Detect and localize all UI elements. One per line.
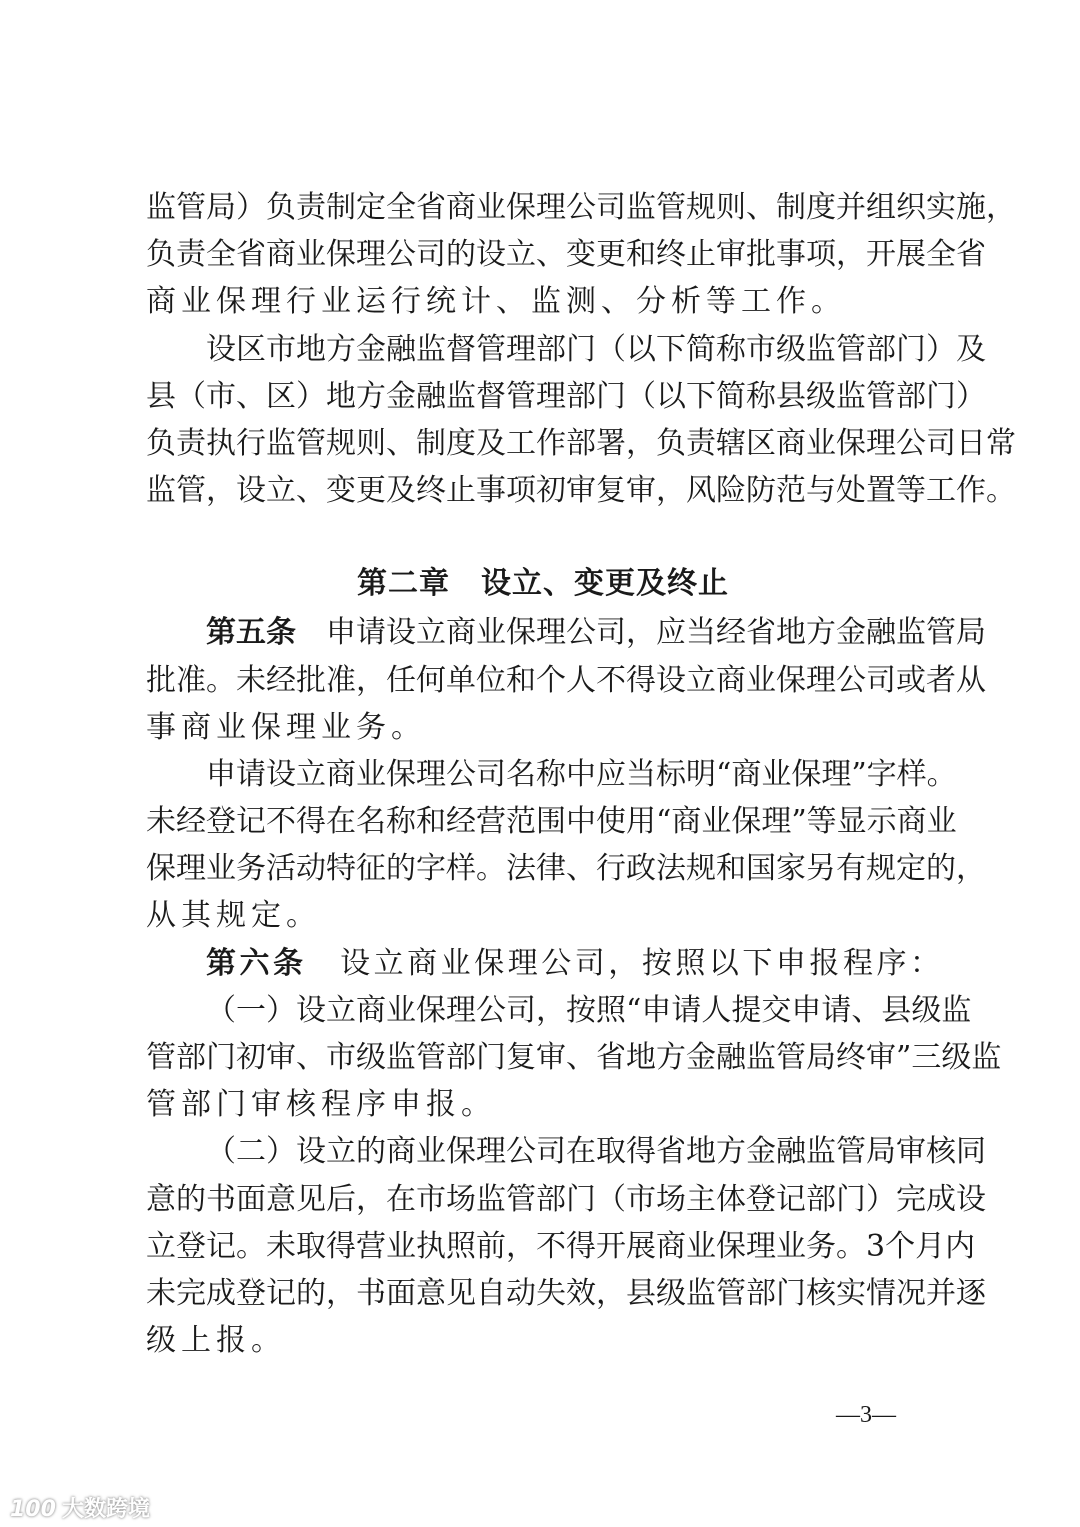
line-text: 申请设立商业保理公司，应当经省地方金融监管局 [296, 615, 986, 651]
text-line [146, 278, 940, 325]
paragraph [146, 326, 1016, 515]
paragraph [146, 751, 986, 940]
text-line [146, 326, 986, 373]
watermark-text: 大数跨境 [61, 1497, 150, 1522]
line-text: 立登记。未取得营业执照前，不得开展商业保理业务。3个月内 [146, 1228, 976, 1264]
paragraph [146, 609, 986, 751]
text-line [146, 420, 1016, 467]
line-text: 保理业务活动特征的字样。法律、行政法规和国家另有规定的， [146, 851, 986, 887]
text-line [146, 231, 986, 278]
text-line [146, 1176, 986, 1223]
document-body [146, 184, 1016, 1364]
line-text: 负责全省商业保理公司的设立、变更和终止审批事项，开展全省 [146, 237, 986, 273]
chapter-heading: 第二章 设立、变更及终止 [357, 566, 729, 602]
line-text: 负责执行监管规则、制度及工作部署，负责辖区商业保理公司日常 [146, 425, 1016, 461]
line-text: 商业保理行业运行统计、监测、分析等工作。 [146, 284, 846, 320]
text-line [146, 1317, 940, 1364]
watermark-logo: 100 [10, 1497, 56, 1522]
text-line [146, 987, 972, 1034]
line-text: 管部门审核程序申报。 [146, 1087, 496, 1123]
text-line [146, 657, 986, 704]
line-text: 管部门初审、市级监管部门复审、省地方金融监管局终审”三级监 [146, 1040, 1002, 1075]
paragraph [146, 987, 1002, 1129]
text-line [146, 751, 957, 798]
watermark [10, 1492, 150, 1523]
line-text: 监管局）负责制定全省商业保理公司监管规则、制度并组织实施， [146, 190, 1016, 225]
line-text: 从其规定。 [146, 898, 321, 934]
line-text: （一）设立商业保理公司，按照“申请人提交申请、县级监 [206, 992, 972, 1028]
line-text: （二）设立的商业保理公司在取得省地方金融监管局审核同 [206, 1134, 986, 1170]
line-text: 设立商业保理公司，按照以下申报程序： [306, 945, 941, 981]
text-line [146, 704, 940, 751]
line-text: 未完成登记的，书面意见自动失效，县级监管部门核实情况并逐 [146, 1275, 986, 1311]
paragraph [146, 184, 1016, 326]
line-text: 县（市、区）地方金融监督管理部门（以下简称县级监管部门） [146, 378, 986, 414]
text-line [146, 1223, 976, 1270]
paragraph [146, 940, 940, 987]
text-line [146, 940, 940, 987]
text-line [146, 798, 957, 845]
text-line [146, 609, 986, 656]
line-text: 级上报。 [146, 1323, 286, 1359]
text-line [146, 1081, 940, 1128]
text-line [146, 373, 986, 420]
text-line [146, 892, 940, 939]
text-line [146, 1128, 986, 1175]
text-line [146, 1270, 986, 1317]
line-text: 设区市地方金融监督管理部门（以下简称市级监管部门）及 [206, 331, 986, 367]
line-text: 未经登记不得在名称和经营范围中使用“商业保理”等显示商业 [146, 804, 957, 840]
text-line [146, 467, 1016, 514]
text-line [146, 845, 986, 892]
line-text: 批准。未经批准，任何单位和个人不得设立商业保理公司或者从 [146, 662, 986, 698]
page-number: —3— [836, 1402, 896, 1428]
line-text: 事商业保理业务。 [146, 709, 426, 745]
line-text: 监管，设立、变更及终止事项初审复审，风险防范与处置等工作。 [146, 473, 1016, 509]
text-line [146, 1034, 1002, 1081]
line-text: 申请设立商业保理公司名称中应当标明“商业保理”字样。 [206, 756, 957, 792]
article-label: 第五条 [206, 615, 296, 651]
article-label: 第六条 [206, 945, 307, 981]
line-text: 意的书面意见后，在市场监管部门（市场主体登记部门）完成设 [146, 1181, 986, 1217]
paragraph [146, 1128, 986, 1364]
text-line [146, 184, 1016, 231]
